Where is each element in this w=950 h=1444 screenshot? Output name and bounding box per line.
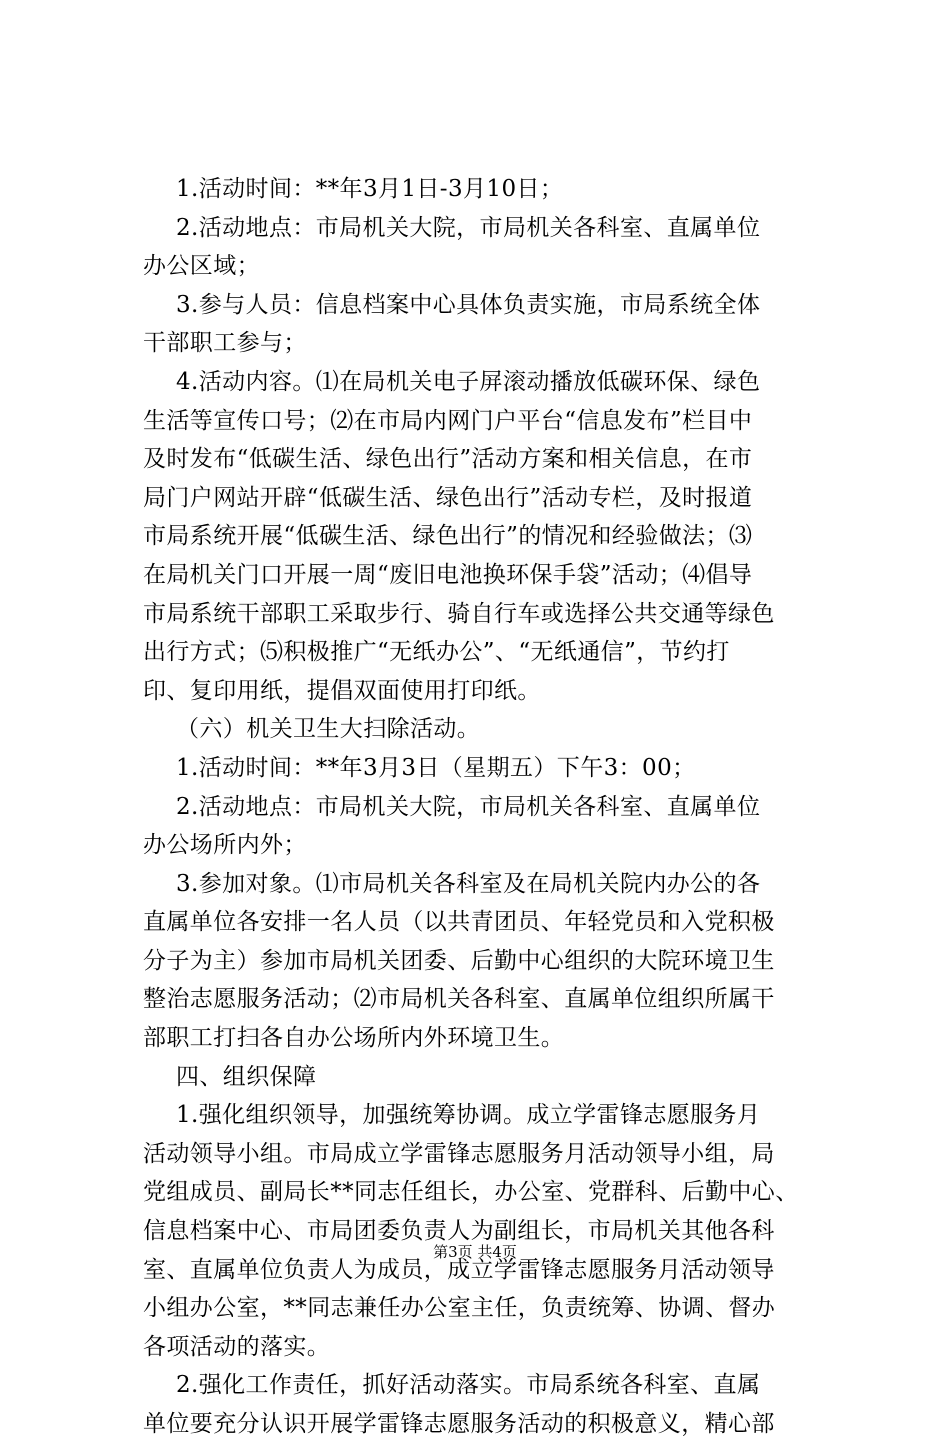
text-line: 四、组织保障 [176, 1063, 317, 1090]
text-line: 4.活动内容。⑴在局机关电子屏滚动播放低碳环保、绿色 [176, 368, 761, 395]
text-line: 分子为主）参加市局机关团委、后勤中心组织的大院环境卫生 [143, 947, 775, 974]
text-line: 在局机关门口开展一周“废旧电池换环保手袋”活动；⑷倡导 [143, 561, 753, 588]
text-line: 及时发布“低碳生活、绿色出行”活动方案和相关信息，在市 [143, 446, 753, 473]
text-line: 2.活动地点：市局机关大院，市局机关各科室、直属单位 [176, 793, 761, 820]
text-line: 市局系统干部职工采取步行、骑自行车或选择公共交通等绿色 [143, 600, 775, 627]
text-line: （六）机关卫生大扫除活动。 [176, 716, 481, 743]
page-footer: 第3页 共4页 [433, 1243, 517, 1261]
text-line: 党组成员、副局长**同志任组长，办公室、党群科、后勤中心、 [143, 1179, 799, 1206]
text-line: 小组办公室，**同志兼任办公室主任，负责统筹、协调、督办 [143, 1295, 776, 1322]
text-line: 直属单位各安排一名人员（以共青团员、年轻党员和入党积极 [143, 909, 775, 936]
text-line: 1.活动时间：**年3月3日（星期五）下午3：00； [176, 754, 696, 781]
text-line: 1.强化组织领导，加强统筹协调。成立学雷锋志愿服务月 [176, 1102, 761, 1129]
text-line: 出行方式；⑸积极推广“无纸办公”、“无纸通信”，节约打 [143, 639, 730, 666]
text-line: 市局系统开展“低碳生活、绿色出行”的情况和经验做法；⑶ [143, 523, 753, 550]
text-line: 3.参加对象。⑴市局机关各科室及在局机关院内办公的各 [176, 870, 761, 897]
text-line: 办公区域； [143, 253, 260, 280]
text-line: 3.参与人员：信息档案中心具体负责实施，市局系统全体 [176, 291, 761, 318]
text-line: 干部职工参与； [143, 330, 307, 357]
text-line: 2.活动地点：市局机关大院，市局机关各科室、直属单位 [176, 214, 761, 241]
text-line: 部职工打扫各自办公场所内外环境卫生。 [143, 1025, 565, 1052]
text-line: 信息档案中心、市局团委负责人为副组长，市局机关其他各科 [143, 1218, 775, 1245]
text-line: 整治志愿服务活动；⑵市局机关各科室、直属单位组织所属干 [143, 986, 775, 1013]
text-line: 办公场所内外； [143, 832, 307, 859]
text-line: 2.强化工作责任，抓好活动落实。市局系统各科室、直属 [176, 1372, 761, 1399]
text-line: 局门户网站开辟“低碳生活、绿色出行”活动专栏，及时报道 [143, 484, 753, 511]
text-line: 室、直属单位负责人为成员，成立学雷锋志愿服务月活动领导 [143, 1256, 775, 1283]
text-line: 1.活动时间：**年3月1日-3月10日； [176, 176, 564, 202]
text-line: 印、复印用纸，提倡双面使用打印纸。 [143, 677, 541, 704]
text-line: 单位要充分认识开展学雷锋志愿服务活动的积极意义，精心部 [143, 1411, 775, 1437]
text-line: 各项活动的落实。 [143, 1333, 331, 1360]
text-line: 活动领导小组。市局成立学雷锋志愿服务月活动领导小组，局 [143, 1140, 775, 1167]
text-line: 生活等宣传口号；⑵在市局内网门户平台“信息发布”栏目中 [143, 407, 753, 434]
